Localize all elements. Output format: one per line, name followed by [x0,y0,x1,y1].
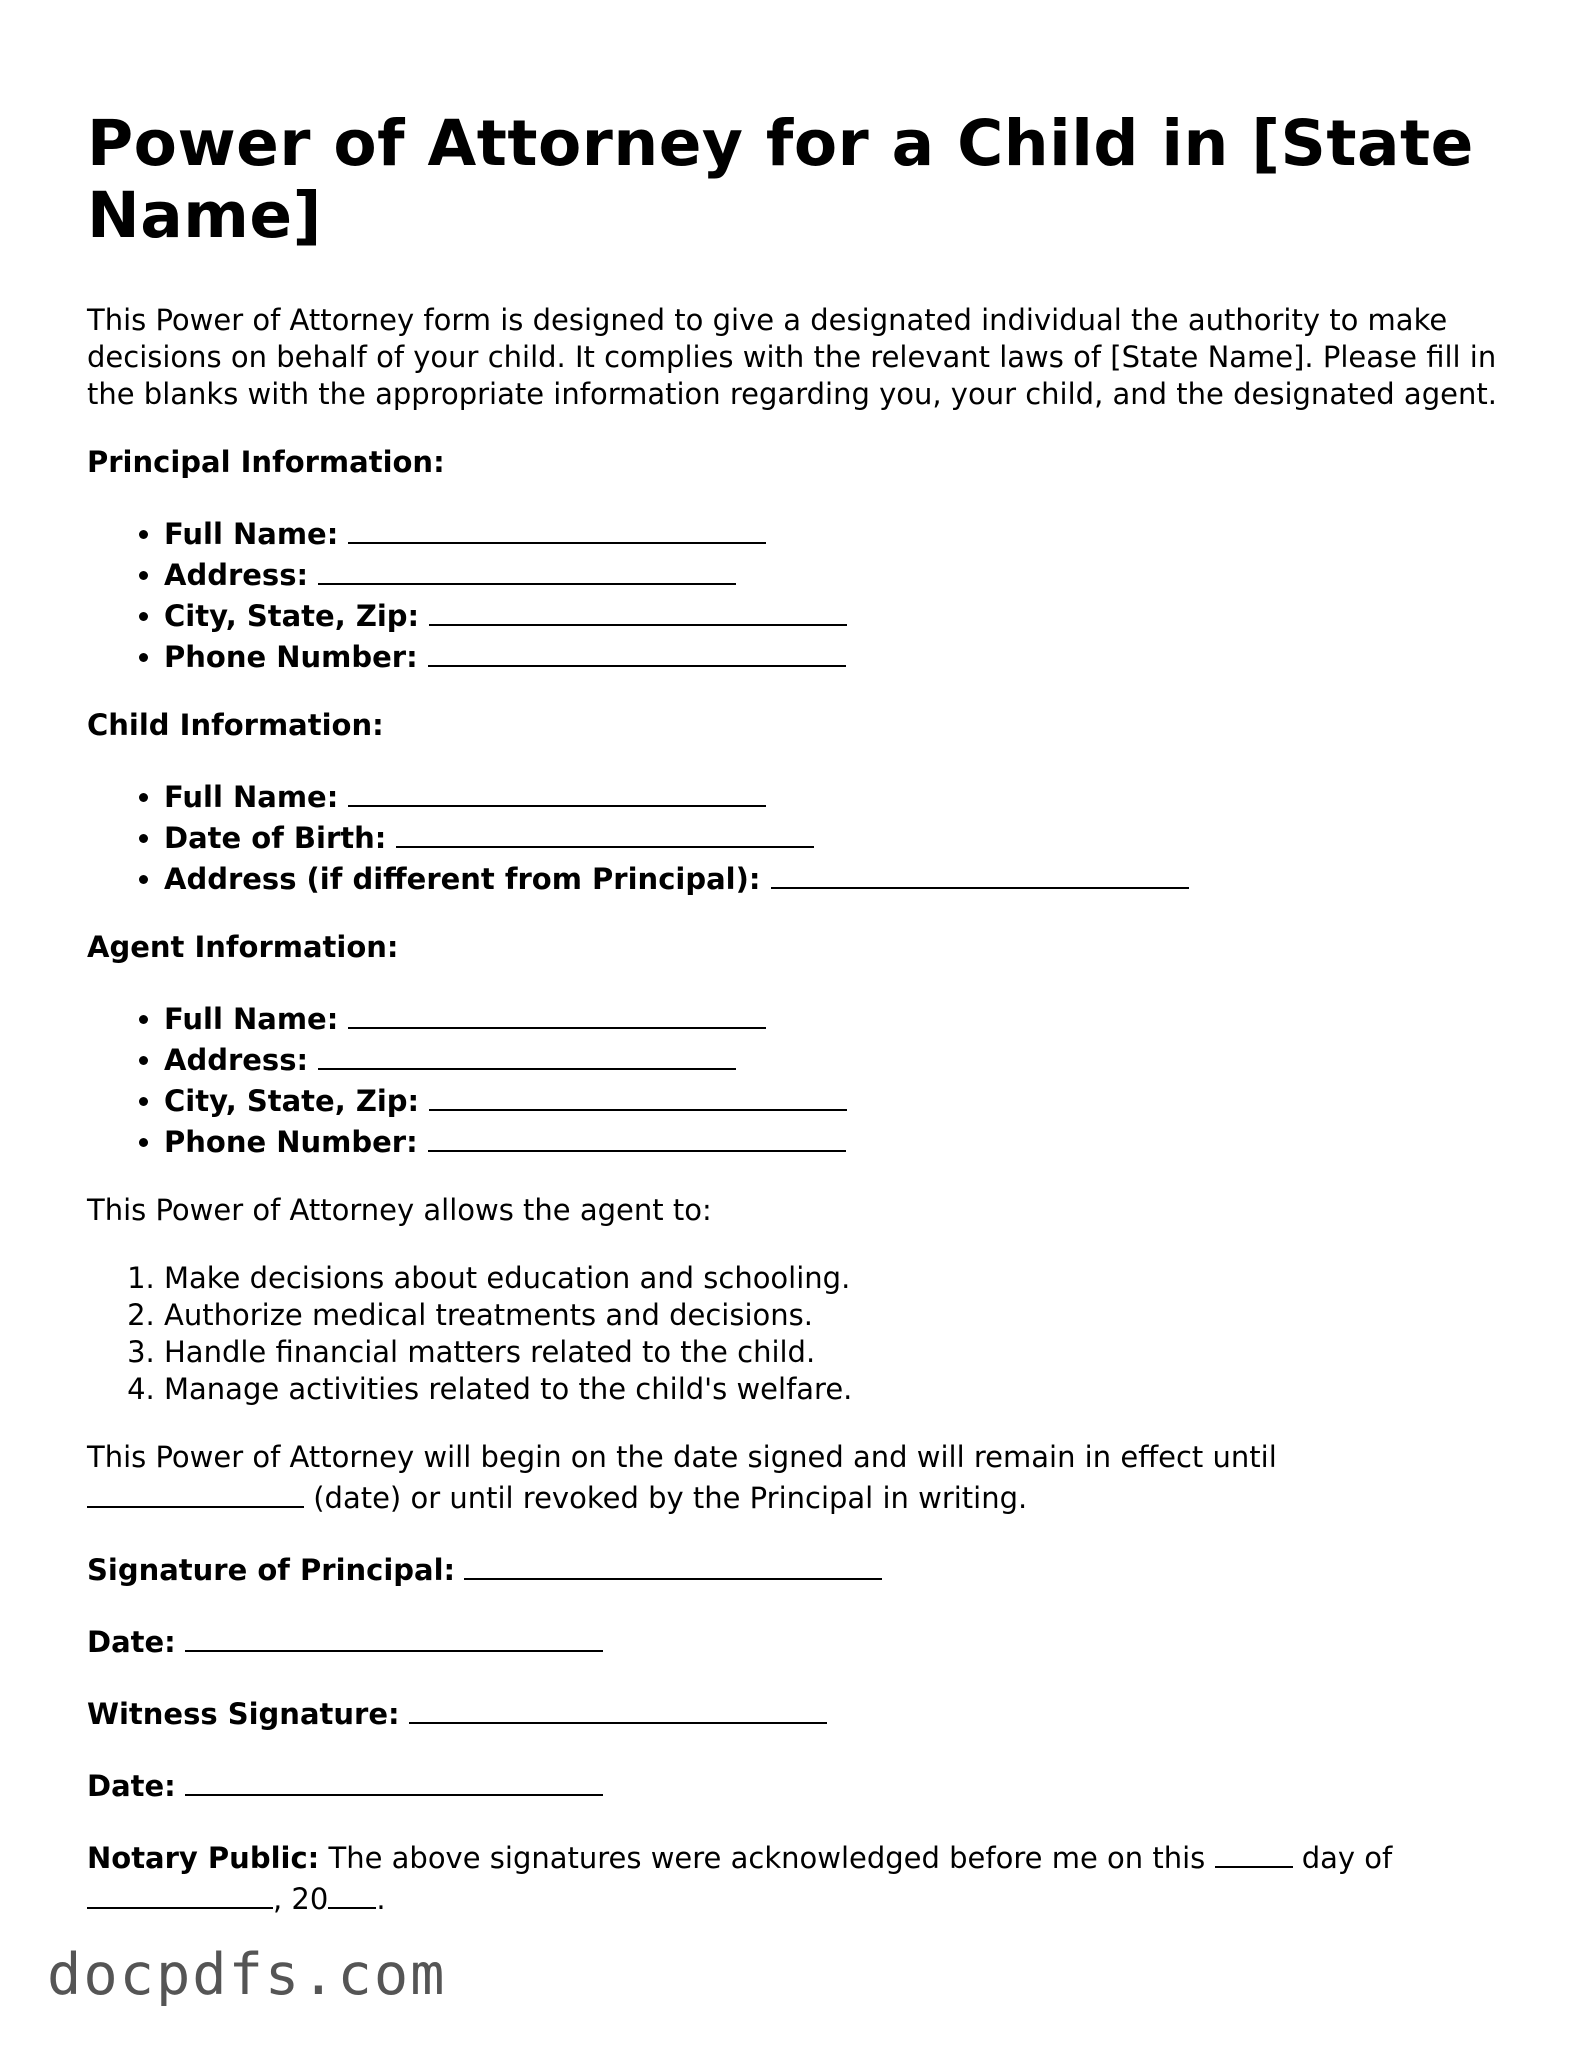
blank-line[interactable] [429,594,847,626]
agent-phone-field[interactable]: • Phone Number: [164,1120,1507,1161]
principal-address-field[interactable]: • Address: [164,553,1507,594]
blank-line[interactable] [318,1038,736,1070]
agent-city-state-zip-field[interactable]: • City, State, Zip: [164,1079,1507,1120]
principal-fields-list [87,512,1507,676]
principal-signature-row: Signature of Principal: [87,1548,1507,1589]
power-item: 3. Handle financial matters related to the child. [164,1334,1507,1371]
watermark-text: docpdfs.com [47,1942,447,2008]
principal-date-row: Date: [87,1620,1507,1661]
child-address-field[interactable]: • Address (if different from Principal): [164,857,1507,898]
blank-line[interactable] [771,857,1189,889]
powers-list [87,1260,1507,1408]
document-page [87,108,1507,1918]
child-heading: Child Information: [87,708,384,742]
notary-year-blank[interactable] [328,1877,376,1909]
blank-line[interactable] [348,512,766,544]
witness-signature-blank[interactable] [409,1692,827,1724]
agent-address-field[interactable]: • Address: [164,1038,1507,1079]
notary-paragraph: Notary Public: The above signatures were acknowledged before me on this day of , 20 . [87,1836,1507,1918]
child-full-name-field[interactable]: • Full Name: [164,775,1507,816]
blank-line[interactable] [396,816,814,848]
agent-full-name-field[interactable]: • Full Name: [164,997,1507,1038]
principal-city-state-zip-field[interactable]: • City, State, Zip: [164,594,1507,635]
blank-line[interactable] [318,553,736,585]
power-item: 4. Manage activities related to the child's welfare. [164,1371,1507,1408]
child-dob-field[interactable]: • Date of Birth: [164,816,1507,857]
blank-line[interactable] [428,635,846,667]
powers-lead: This Power of Attorney allows the agent to: [87,1193,712,1227]
notary-month-blank[interactable] [87,1877,273,1909]
principal-signature-blank[interactable] [464,1548,882,1580]
child-fields-list [87,775,1507,898]
end-date-blank[interactable] [87,1476,304,1508]
witness-signature-row: Witness Signature: [87,1692,1507,1733]
agent-fields-list [87,997,1507,1161]
term-paragraph: This Power of Attorney will begin on the date signed and will remain in effect until (date) or until revoked by the Principal in writing. [87,1440,1277,1515]
power-item: 2. Authorize medical treatments and decisions. [164,1297,1507,1334]
blank-line[interactable] [428,1120,846,1152]
principal-full-name-field[interactable]: • Full Name: [164,512,1507,553]
principal-heading: Principal Information: [87,445,445,479]
principal-phone-field[interactable]: • Phone Number: [164,635,1507,676]
notary-day-blank[interactable] [1215,1836,1293,1868]
witness-date-blank[interactable] [185,1764,603,1796]
blank-line[interactable] [348,775,766,807]
witness-date-row: Date: [87,1764,1507,1805]
blank-line[interactable] [429,1079,847,1111]
principal-date-blank[interactable] [185,1620,603,1652]
intro-paragraph: This Power of Attorney form is designed to give a designated individual the authority to make decisions on behalf of your child. It complies with the relevant laws of [State Name]. Please fill in the blanks with the appropriate information regarding you, your child, and the designated agent. [87,303,1497,411]
document-title: Power of Attorney for a Child in [State Name] [87,107,1474,252]
blank-line[interactable] [348,997,766,1029]
power-item: 1. Make decisions about education and schooling. [164,1260,1507,1297]
agent-heading: Agent Information: [87,930,399,964]
